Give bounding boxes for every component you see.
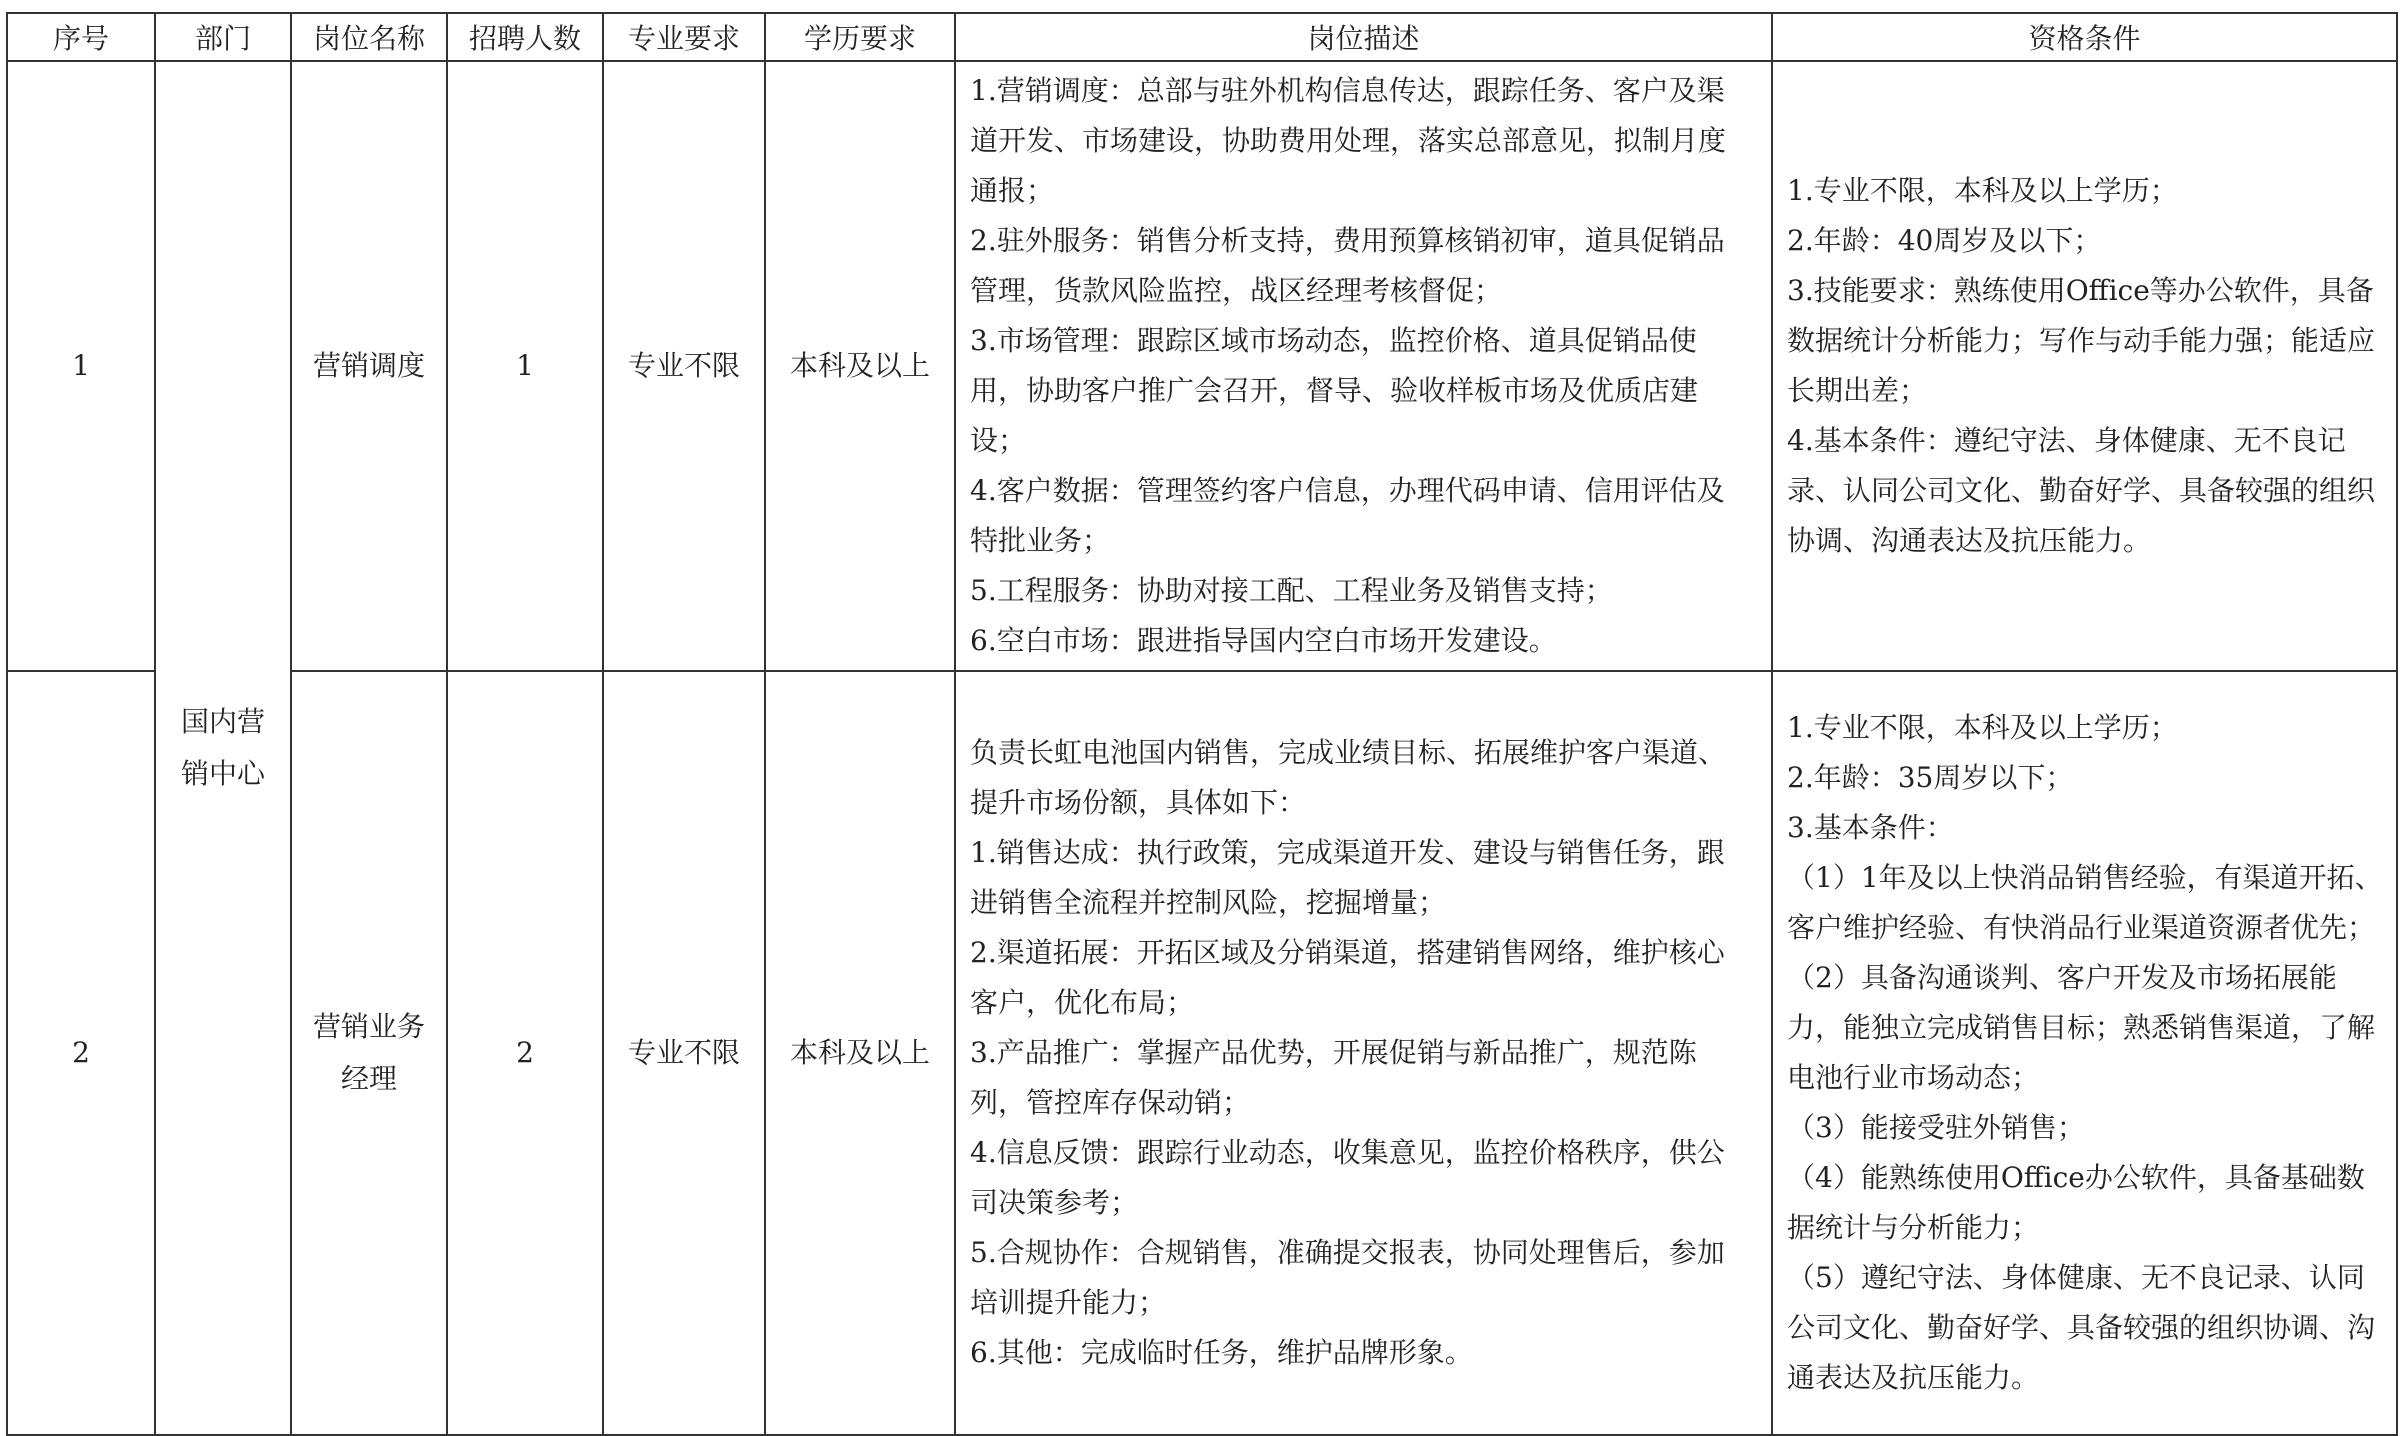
description-line: 1.营销调度：总部与驻外机构信息传达，跟踪任务、客户及渠道开发、市场建设，协助费用处理，落实总部意见，拟制月度通报；	[970, 74, 1727, 207]
qualification-line: 1.专业不限，本科及以上学历；	[1787, 174, 2178, 207]
header-major: 专业要求	[603, 13, 765, 61]
row-index: 2	[7, 671, 155, 1435]
education-requirement: 本科及以上	[765, 671, 955, 1435]
description-line: 2.渠道拓展：开拓区域及分销渠道，搭建销售网络，维护核心客户，优化布局；	[970, 936, 1725, 1019]
header-qualifications: 资格条件	[1772, 13, 2397, 61]
header-row	[7, 13, 2397, 61]
department-cell	[155, 61, 291, 1435]
header-description: 岗位描述	[955, 13, 1772, 61]
table-row	[7, 61, 2397, 671]
description-line: 4.信息反馈：跟踪行业动态，收集意见，监控价格秩序，供公司决策参考；	[970, 1136, 1725, 1219]
description-line: 3.产品推广：掌握产品优势，开展促销与新品推广，规范陈列，管控库存保动销；	[970, 1036, 1697, 1119]
header-index: 序号	[7, 13, 155, 61]
position-name-text: 营销业务经理	[312, 1010, 425, 1095]
row-index: 1	[7, 61, 155, 671]
recruitment-table	[6, 12, 2398, 1436]
position-name: 营销调度	[291, 61, 447, 671]
qualification-line: （1）1年及以上快消品销售经验，有渠道开拓、客户维护经验、有快消品行业渠道资源者优先；	[1787, 861, 2383, 944]
hire-count: 2	[447, 671, 603, 1435]
qualification-line: （5）遵纪守法、身体健康、无不良记录、认同公司文化、勤奋好学、具备较强的组织协调、沟通表达及抗压能力。	[1787, 1261, 2376, 1394]
major-requirement: 专业不限	[603, 61, 765, 671]
description-line: 5.合规协作：合规销售，准确提交报表，协同处理售后，参加培训提升能力；	[970, 1236, 1725, 1319]
department-name: 国内营销中心	[180, 705, 265, 790]
qualification-line: 1.专业不限，本科及以上学历；	[1787, 711, 2178, 744]
header-department: 部门	[155, 13, 291, 61]
qualifications	[1772, 671, 2397, 1435]
hire-count: 1	[447, 61, 603, 671]
job-description	[955, 61, 1772, 671]
description-line: 3.市场管理：跟踪区域市场动态，监控价格、道具促销品使用，协助客户推广会召开，督导、验收样板市场及优质店建设；	[970, 324, 1699, 457]
qualification-line: 2.年龄：35周岁以下；	[1787, 761, 2074, 794]
description-line: 2.驻外服务：销售分析支持，费用预算核销初审，道具促销品管理，货款风险监控，战区经理考核督促；	[970, 224, 1725, 307]
description-line: 5.工程服务：协助对接工配、工程业务及销售支持；	[970, 574, 1613, 607]
header-education: 学历要求	[765, 13, 955, 61]
qualifications	[1772, 61, 2397, 671]
qualification-line: 3.基本条件：	[1787, 811, 1954, 844]
description-line: 负责长虹电池国内销售，完成业绩目标、拓展维护客户渠道、提升市场份额，具体如下：	[970, 736, 1727, 819]
position-name	[291, 671, 447, 1435]
qualification-line: 3.技能要求：熟练使用Office等办公软件，具备数据统计分析能力；写作与动手能力强；能适应长期出差；	[1787, 274, 2376, 407]
table-row	[7, 671, 2397, 1435]
description-line: 6.其他：完成临时任务，维护品牌形象。	[970, 1336, 1473, 1369]
education-requirement: 本科及以上	[765, 61, 955, 671]
description-line: 4.客户数据：管理签约客户信息，办理代码申请、信用评估及特批业务；	[970, 474, 1725, 557]
header-position: 岗位名称	[291, 13, 447, 61]
qualification-line: （3）能接受驻外销售；	[1787, 1111, 2085, 1144]
qualification-line: 2.年龄：40周岁及以下；	[1787, 224, 2102, 257]
qualification-line: 4.基本条件：遵纪守法、身体健康、无不良记录、认同公司文化、勤奋好学、具备较强的组织协调、沟通表达及抗压能力。	[1787, 424, 2376, 557]
major-requirement: 专业不限	[603, 671, 765, 1435]
qualification-line: （2）具备沟通谈判、客户开发及市场拓展能力，能独立完成销售目标；熟悉销售渠道，了解电池行业市场动态；	[1787, 961, 2376, 1094]
description-line: 1.销售达成：执行政策，完成渠道开发、建设与销售任务，跟进销售全流程并控制风险，挖掘增量；	[970, 836, 1725, 919]
job-description	[955, 671, 1772, 1435]
header-count: 招聘人数	[447, 13, 603, 61]
description-line: 6.空白市场：跟进指导国内空白市场开发建设。	[970, 624, 1557, 657]
qualification-line: （4）能熟练使用Office办公软件，具备基础数据统计与分析能力；	[1787, 1161, 2365, 1244]
